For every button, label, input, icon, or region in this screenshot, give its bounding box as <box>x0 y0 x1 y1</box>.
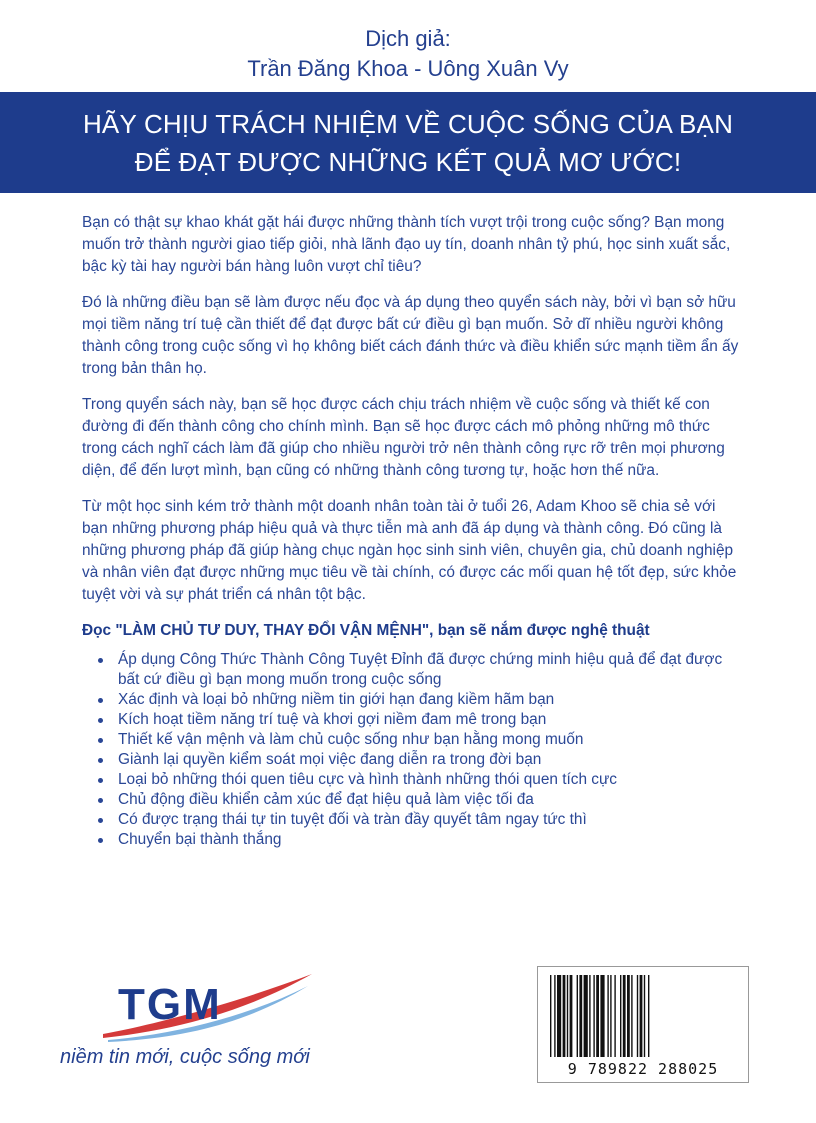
paragraph: Bạn có thật sự khao khát gặt hái được những thành tích vượt trội trong cuộc sống? Bạn mong muốn trở thành người giao tiếp giỏi, nhà lãnh đạo uy tín, doanh nhân tỷ phú, học sinh xuất sắc, bậc kỳ tài hay người bán hàng luôn vượt chỉ tiêu? <box>82 214 731 275</box>
barcode-icon <box>548 975 738 1057</box>
list-item: Chuyển bại thành thắng <box>118 830 742 850</box>
list-item: Xác định và loại bỏ những niềm tin giới hạn đang kiềm hãm bạn <box>118 690 742 710</box>
translator-label: Dịch giả: <box>365 26 451 51</box>
list-item: Giành lại quyền kiểm soát mọi việc đang diễn ra trong đời bạn <box>118 750 742 770</box>
paragraph: Từ một học sinh kém trở thành một doanh nhân toàn tài ở tuổi 26, Adam Khoo sẽ chia sẻ với bạn những phương pháp hiệu quả và thực tiễn mà anh đã áp dụng và thành công. Đó cũng là những phương pháp đã giúp hàng chục ngàn học sinh sinh viên, chuyên gia, chủ doanh nghiệp và nhân viên đạt được những mục tiêu về tài chính, có được các mối quan hệ tốt đẹp, sức khỏe tuyệt vời và sự phát triển cá nhân tột bậc. <box>82 498 737 603</box>
blurb-body <box>82 212 742 850</box>
headline-banner <box>0 92 816 193</box>
logo-wordmark: TGM <box>118 980 222 1029</box>
paragraph: Trong quyển sách này, bạn sẽ học được cách chịu trách nhiệm về cuộc sống và thiết kế con đường đi đến thành công cho chính mình. Bạn sẽ học được cách mô phỏng những mô thức trong cách nghĩ cách làm đã giúp cho nhiều người trở nên thành công rực rỡ trên mọi phương diện, để đến lượt mình, bạn cũng có những thành công tương tự, hoặc hơn thế nữa. <box>82 396 725 479</box>
list-item: Loại bỏ những thói quen tiêu cực và hình thành những thói quen tích cực <box>118 770 742 790</box>
list-item: Áp dụng Công Thức Thành Công Tuyệt Đỉnh đã được chứng minh hiệu quả để đạt được bất cứ điều gì bạn mong muốn trong cuộc sống <box>118 650 742 690</box>
list-item: Có được trạng thái tự tin tuyệt đối và tràn đầy quyết tâm ngay tức thì <box>118 810 742 830</box>
translator-credit <box>0 24 816 84</box>
headline-line-1: HÃY CHỊU TRÁCH NHIỆM VỀ CUỘC SỐNG CỦA BẠN <box>82 108 734 139</box>
publisher-logo <box>58 972 358 1082</box>
list-item: Chủ động điều khiển cảm xúc để đạt hiệu quả làm việc tối đa <box>118 790 742 810</box>
benefits-lead: Đọc "LÀM CHỦ TƯ DUY, THAY ĐỔI VẬN MỆNH", bạn sẽ nắm được nghệ thuật <box>82 622 650 639</box>
isbn-number: 9 789822 288025 <box>567 1060 719 1078</box>
isbn-barcode <box>537 966 749 1083</box>
list-item: Thiết kế vận mệnh và làm chủ cuộc sống như bạn hằng mong muốn <box>118 730 742 750</box>
paragraph: Đó là những điều bạn sẽ làm được nếu đọc và áp dụng theo quyển sách này, bởi vì bạn sở hữu mọi tiềm năng trí tuệ cần thiết để đạt được bất cứ điều gì bạn muốn. Sở dĩ nhiều người không thành công trong cuộc sống vì họ không biết cách đánh thức và điều khiển sức mạnh tiềm ẩn ấy trong bản thân họ. <box>82 294 739 377</box>
publisher-tagline: niềm tin mới, cuộc sống mới <box>60 1046 310 1068</box>
headline-line-2: ĐỂ ĐẠT ĐƯỢC NHỮNG KẾT QUẢ MƠ ƯỚC! <box>134 146 682 177</box>
benefits-list <box>82 650 742 850</box>
translator-names: Trần Đăng Khoa - Uông Xuân Vy <box>247 56 569 81</box>
list-item: Kích hoạt tiềm năng trí tuệ và khơi gợi niềm đam mê trong bạn <box>118 710 742 730</box>
